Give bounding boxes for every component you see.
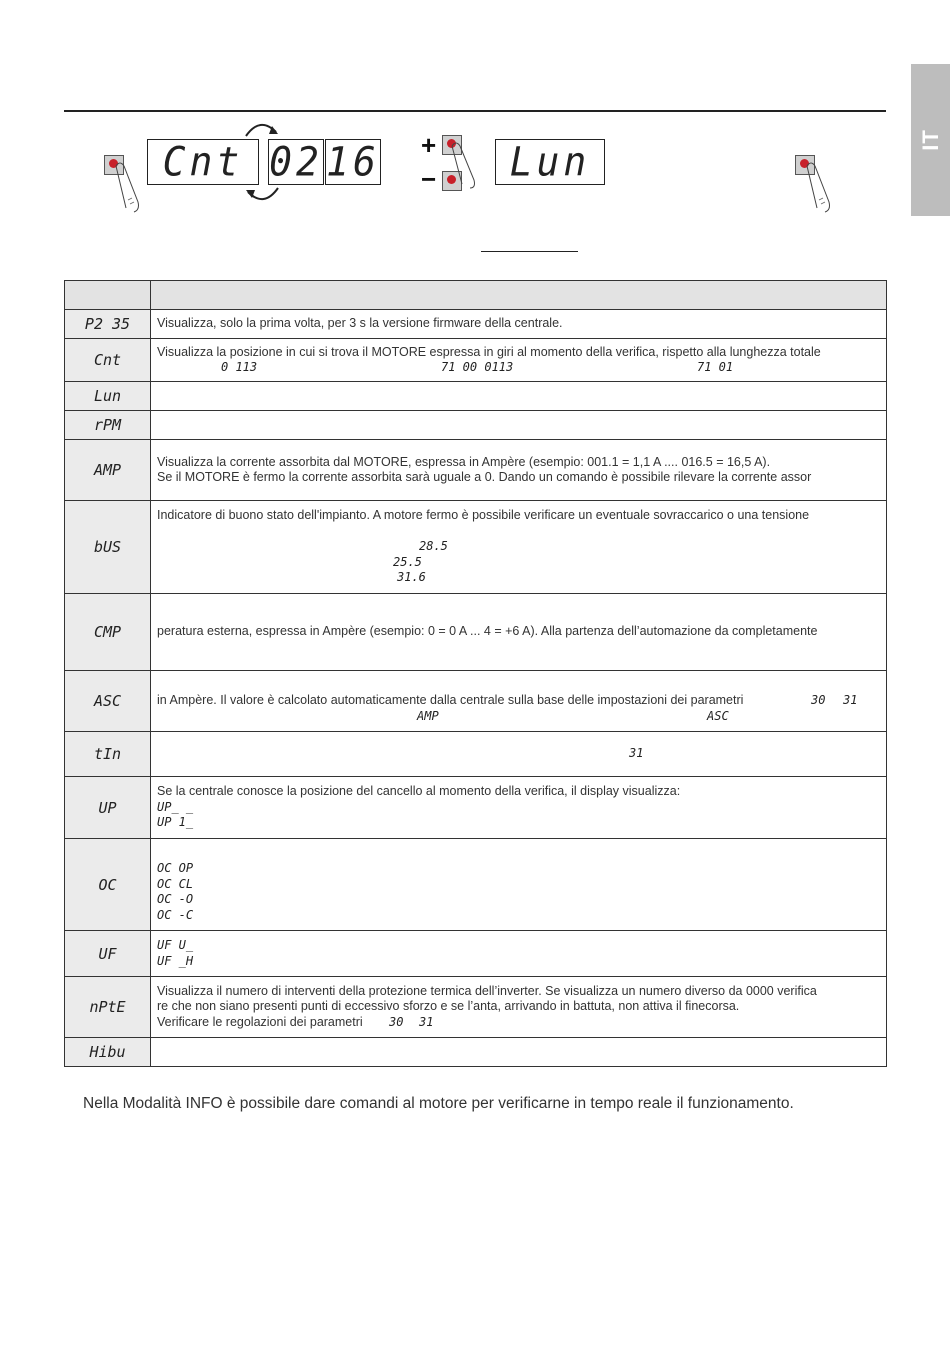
description-line [157,316,880,332]
parameter-description [151,594,887,671]
display-code: 31 [629,746,644,761]
minus-sign: − [421,164,437,194]
description-line [157,846,880,862]
description-line [157,508,880,524]
language-tab [911,64,950,216]
description-text: Visualizza la posizione in cui si trova il MOTORE espressa in giri al momento della verifica, rispetto alla lunghezza totale [157,344,821,359]
description-text: in Ampère. Il valore è calcolato automaticamente dalla centrale sulla base delle impostazioni dei parametri [157,693,744,708]
table-row [65,594,887,671]
description-text: peratura esterna, espressa in Ampère (esempio: 0 = 0 A ... 4 = +6 A). Alla partenza dell’automazione da completamente [157,624,818,639]
description-line [157,709,880,725]
description-line [157,345,880,361]
description-text: Se la centrale conosce la posizione del cancello al momento della verifica, il display visualizza: [157,784,681,799]
table-row [65,777,887,839]
description-line [157,954,880,970]
parameter-description [151,931,887,977]
display-code: OC -O [157,892,194,907]
display-code: 28.5 [419,539,448,554]
table-row [65,1038,887,1067]
display-02: 02 [269,139,323,185]
description-line [157,938,880,954]
table-row [65,310,887,339]
display-code: UP_ _ [157,799,194,814]
description-line [157,524,880,540]
description-line [157,678,880,694]
table-header-row [65,281,887,310]
description-text: Indicatore di buono stato dell'impianto. A motore fermo è possibile verificare un eventuale sovraccarico o una tensione [157,508,810,523]
parameter-description [151,440,887,501]
table-header-cell [65,281,151,310]
parameter-description [151,411,887,440]
description-line [157,908,880,924]
parameter-description [151,501,887,594]
description-line [157,999,880,1015]
table-row [65,411,887,440]
display-code: ASC [707,708,729,723]
display-code: AMP [417,708,439,723]
display-lun: Lun [495,139,605,185]
parameter-description [151,671,887,732]
display-code: 25.5 [393,554,422,569]
description-line [157,470,880,486]
description-text: Visualizza la corrente assorbita dal MOTORE, espressa in Ampère (esempio: 001.1 = 1,1 A .... 016.5 = 16,5 A). [157,454,771,469]
display-cnt: Cnt [147,139,259,185]
parameter-code: Hibu [65,1038,151,1067]
parameter-description [151,777,887,839]
parameter-code: P2 35 [65,310,151,339]
table-row [65,671,887,732]
description-line [157,570,880,586]
description-line [157,800,880,816]
description-text: re che non siano presenti punti di eccessivo sforzo e se l’anta, arrivando in battuta, non attiva il finecorsa. [157,999,740,1014]
description-line [157,555,880,571]
display-code: UF _H [157,953,194,968]
display-code: OC CL [157,876,194,891]
description-line [157,539,880,555]
description-text: Visualizza, solo la prima volta, per 3 s la versione firmware della centrale. [157,316,563,331]
table-row [65,732,887,777]
parameter-code: tIn [65,732,151,777]
description-line [157,784,880,800]
display-code: 31.6 [397,570,426,585]
parameter-description [151,382,887,411]
parameter-code: OC [65,839,151,931]
parameter-code: CMP [65,594,151,671]
table-header-cell [151,281,887,310]
parameter-description [151,310,887,339]
parameter-description [151,339,887,382]
description-line [157,455,880,471]
plus-sign: + [421,130,437,160]
parameter-code: AMP [65,440,151,501]
description-text: Verificare le regolazioni dei parametri [157,1014,363,1029]
parameter-code: nPtE [65,977,151,1038]
table-row [65,339,887,382]
display-code: 31 [419,1014,434,1029]
description-line [157,360,880,376]
parameter-description [151,839,887,931]
language-tab-label: IT [917,129,943,151]
parameter-code: bUS [65,501,151,594]
pressing-finger-icon [799,158,839,214]
cycle-arrow-bottom-icon [242,184,286,206]
info-table [64,280,887,1067]
display-16: 16 [326,139,380,185]
footer-note: Nella Modalità INFO è possibile dare comandi al motore per verificarne in tempo reale il funzionamento. [83,1095,794,1112]
description-line [157,861,880,877]
description-line [157,892,880,908]
pressing-finger-icon [108,158,148,214]
display-code: 30 [811,693,826,708]
display-code: 31 [843,693,858,708]
display-code: OC OP [157,861,194,876]
parameter-code: Lun [65,382,151,411]
parameter-code: UP [65,777,151,839]
top-rule [64,110,886,112]
table-row [65,839,887,931]
section-underline [481,251,578,252]
table-row [65,382,887,411]
display-code: 71 00 0113 [441,360,514,374]
table-row [65,931,887,977]
display-code: 30 [389,1014,404,1029]
description-line [157,693,880,709]
parameter-code: ASC [65,671,151,732]
display-code: UP 1_ [157,815,194,830]
display-cnt-divider [204,139,259,185]
description-text: Se il MOTORE è fermo la corrente assorbita sarà uguale a 0. Dando un comando è possibile rilevare la corrente assor [157,470,812,484]
description-line [157,1015,880,1031]
description-line [157,624,880,640]
display-code: UF U_ [157,938,194,952]
parameter-description [151,732,887,777]
table-row [65,977,887,1038]
table-row [65,501,887,594]
description-line [157,877,880,893]
description-line [157,984,880,1000]
parameter-description [151,1038,887,1067]
description-line [157,746,880,762]
display-code: 71 01 [697,360,734,374]
parameter-code: UF [65,931,151,977]
table-row [65,440,887,501]
parameter-code: rPM [65,411,151,440]
display-code: OC -C [157,907,194,922]
description-line [157,815,880,831]
parameter-description [151,977,887,1038]
display-code: 0 113 [221,360,258,374]
description-text: Visualizza il numero di interventi della protezione termica dell’inverter. Se visualizza un numero diverso da 0000 verifica [157,983,817,998]
cycle-arrow-top-icon [240,118,284,140]
parameter-code: Cnt [65,339,151,382]
pressing-finger-icon [446,140,482,190]
